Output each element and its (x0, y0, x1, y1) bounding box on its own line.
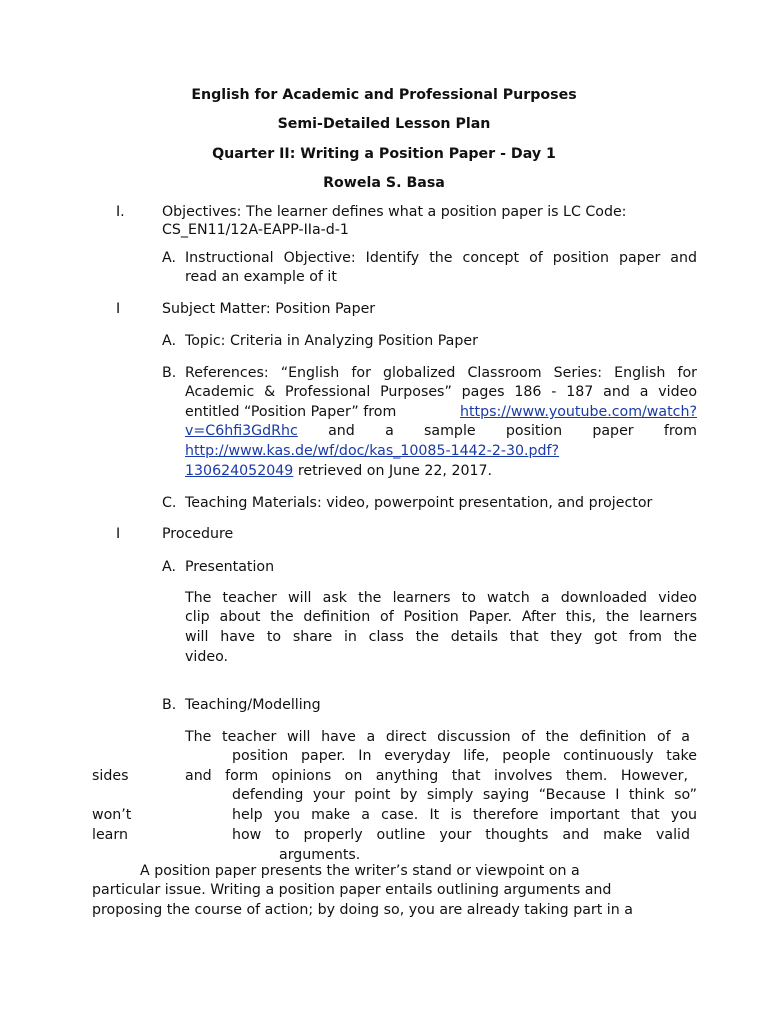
objective-a-line-2: read an example of it (185, 269, 337, 285)
doc-quarter-line: Quarter II: Writing a Position Paper - Day 1 (212, 146, 556, 162)
modelling-title: Teaching/Modelling (185, 697, 321, 713)
references-word: position (505, 423, 563, 439)
references-letter: B. (162, 365, 177, 381)
objective-a-letter: A. (162, 250, 176, 266)
modelling-line-6: how to properly outline your thoughts and make valid (232, 827, 690, 843)
topic-text: Topic: Criteria in Analyzing Position Paper (185, 333, 478, 349)
modelling-line-5: help you make a case. It is therefore important that you (232, 807, 697, 823)
presentation-letter: A. (162, 559, 176, 575)
references-line-2: Academic & Professional Purposes” pages 186 - 187 and a video (185, 384, 697, 400)
references-line-4 (185, 422, 697, 442)
section-1-number: I. (116, 204, 125, 220)
position-paper-para-line-1: A position paper presents the writer’s stand or viewpoint on a (140, 863, 580, 879)
objective-a-line-1: Instructional Objective: Identify the concept of position paper and (185, 250, 697, 266)
procedure-heading: Procedure (162, 526, 234, 542)
references-word: sample (424, 423, 476, 439)
presentation-line-2: clip about the definition of Position Paper. After this, the learners (185, 609, 697, 625)
youtube-link-part-1[interactable]: https://www.youtube.com/watch? (459, 404, 697, 420)
modelling-margin-word: learn (92, 827, 128, 843)
references-word: and (328, 423, 355, 439)
objectives-line-2: CS_EN11/12A-EAPP-IIa-d-1 (162, 222, 349, 238)
modelling-line-4: defending your point by simply saying “Because I think so” (232, 787, 697, 803)
subject-matter-heading: Subject Matter: Position Paper (162, 301, 376, 317)
modelling-margin-word: sides (92, 768, 129, 784)
modelling-line-7: arguments. (279, 847, 361, 863)
references-word: a (385, 423, 394, 439)
materials-letter: C. (162, 495, 177, 511)
modelling-line-3: and form opinions on anything that involves them. However, (185, 768, 688, 784)
position-paper-para-line-2: particular issue. Writing a position paper entails outlining arguments and (92, 882, 612, 898)
doc-author: Rowela S. Basa (323, 175, 445, 191)
doc-title: English for Academic and Professional Purposes (191, 87, 577, 103)
kas-pdf-link-part-2[interactable]: 130624052049 (185, 463, 294, 479)
objectives-line-1: Objectives: The learner defines what a position paper is LC Code: (162, 204, 627, 220)
modelling-line-1: The teacher will have a direct discussion of the definition of a (185, 729, 690, 745)
presentation-line-4: video. (185, 649, 229, 665)
kas-pdf-link-part-1[interactable]: http://www.kas.de/wf/doc/kas_10085-1442-2-30.pdf? (185, 443, 560, 459)
references-word: from (663, 423, 697, 439)
references-line-1: References: “English for globalized Classroom Series: English for (185, 365, 697, 381)
presentation-line-1: The teacher will ask the learners to watch a downloaded video (185, 590, 697, 606)
section-3-number: I (116, 526, 121, 542)
modelling-margin-word: won’t (92, 807, 132, 823)
modelling-letter: B. (162, 697, 177, 713)
position-paper-para-line-3: proposing the course of action; by doing so, you are already taking part in a (92, 902, 633, 918)
references-line-3 (185, 403, 697, 423)
youtube-link-part-2[interactable]: v=C6hfi3GdRhc (185, 423, 298, 439)
section-2-number: I (116, 301, 121, 317)
modelling-line-2: position paper. In everyday life, people continuously take (232, 748, 697, 764)
doc-subtitle: Semi-Detailed Lesson Plan (277, 116, 491, 132)
presentation-line-3: will have to share in class the details that they got from the (185, 629, 697, 645)
references-line-5 (185, 442, 559, 462)
presentation-title: Presentation (185, 559, 275, 575)
materials-text: Teaching Materials: video, powerpoint presentation, and projector (185, 495, 653, 511)
references-line-6 (185, 462, 492, 482)
references-word: paper (592, 423, 634, 439)
retrieved-date-text: retrieved on June 22, 2017. (293, 463, 493, 479)
references-line-3-text: entitled “Position Paper” from (185, 404, 397, 420)
topic-letter: A. (162, 333, 176, 349)
